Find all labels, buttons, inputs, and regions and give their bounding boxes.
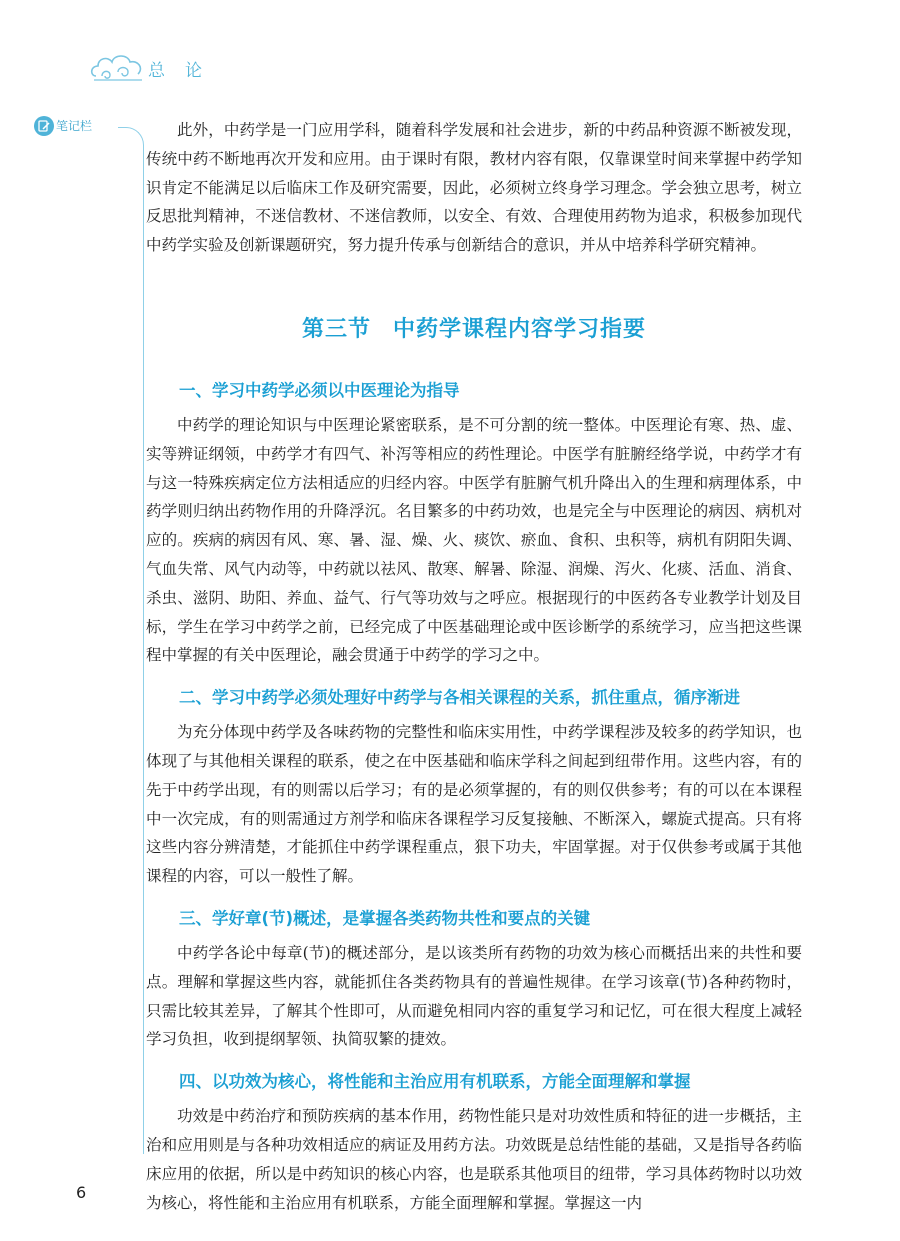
subsection-heading-3: 三、学好章(节)概述，是掌握各类药物共性和要点的关键 bbox=[179, 908, 591, 928]
subsection-paragraph-4: 功效是中药治疗和预防疾病的基本作用，药物性能只是对功效性质和特征的进一步概括，主治和应用则是与各种功效相适应的病证及用药方法。功效既是总结性能的基础，又是指导各药临床应用的依据，所以是中药知识的核心内容，也是联系其他项目的纽带，学习具体药物时以功效为核心，将性能和主治应用有机联系，方能全面理解和掌握。掌握这一内 bbox=[146, 1107, 802, 1212]
subsection-paragraph-2: 为充分体现中药学及各味药物的完整性和临床实用性，中药学课程涉及较多的药学知识，也体现了与其他相关课程的联系，使之在中医基础和临床学科之间起到纽带作用。这些内容，有的先于中药学出现，有的则需以后学习；有的是必须掌握的，有的则仅供参考；有的可以在本课程中一次完成，有的则需通过方剂学和临床各课程学习反复接触、不断深入，螺旋式提高。只有将这些内容分辨清楚，才能抓住中药学课程重点，狠下功夫，牢固掌握。对于仅供参考或属于其他课程的内容，可以一般性了解。 bbox=[146, 723, 802, 886]
section-title: 中药学课程内容学习指要 bbox=[393, 316, 647, 342]
subsection-heading-4: 四、以功效为核心，将性能和主治应用有机联系，方能全面理解和掌握 bbox=[179, 1072, 691, 1092]
subsection-heading-1: 一、学习中药学必须以中医理论为指导 bbox=[179, 380, 460, 400]
section-heading bbox=[146, 312, 802, 343]
cloud-ornament-icon bbox=[90, 48, 146, 86]
subsection-paragraph-1: 中药学的理论知识与中医理论紧密联系，是不可分割的统一整体。中医理论有寒、热、虚、实等辨证纲领，中药学才有四气、补泻等相应的药性理论。中医学有脏腑经络学说，中药学才有与这一特殊疾病定位方法相适应的归经内容。中医学有脏腑气机升降出入的生理和病理体系，中药学则归纳出药物作用的升降浮沉。名目繁多的中药功效，也是完全与中医理论的病因、病机对应的。疾病的病因有风、寒、暑、湿、燥、火、痰饮、瘀血、食积、虫积等，病机有阴阳失调、气血失常、风气内动等，中药就以祛风、散寒、解暑、除湿、润燥、泻火、化痰、活血、消食、杀虫、滋阴、助阳、养血、益气、行气等功效与之呼应。根据现行的中医药各专业教学计划及目标，学生在学习中药学之前，已经完成了中医基础理论或中医诊断学的系统学习，应当把这些课程中掌握的有关中医理论，融会贯通于中药学的学习之中。 bbox=[146, 415, 802, 665]
notes-margin-rule bbox=[118, 127, 144, 1154]
intro-paragraph: 此外，中药学是一门应用学科，随着科学发展和社会进步，新的中药品种资源不断被发现，传统中药不断地再次开发和应用。由于课时有限，教材内容有限，仅靠课堂时间来掌握中药学知识肯定不能满足以后临床工作及研究需要，因此，必须树立终身学习理念。学会独立思考，树立反思批判精神，不迷信教材、不迷信教师，以安全、有效、合理使用药物为追求，积极参加现代中药学实验及创新课题研究，努力提升传承与创新结合的意识，并从中培养科学研究精神。 bbox=[146, 121, 802, 255]
running-title: 总论 bbox=[148, 61, 222, 81]
subsection-paragraph-3: 中药学各论中每章(节)的概述部分，是以该类所有药物的功效为核心而概括出来的共性和要点。理解和掌握这些内容，就能抓住各类药物具有的普遍性规律。在学习该章(节)各种药物时，只需比较其差异，了解其个性即可，从而避免相同内容的重复学习和记忆，可在很大程度上减轻学习负担，收到提纲挈领、执简驭繁的捷效。 bbox=[146, 943, 802, 1049]
page-number: 6 bbox=[76, 1183, 87, 1202]
pencil-note-icon bbox=[34, 116, 54, 136]
main-text-column bbox=[146, 116, 802, 1217]
notes-label: 笔记栏 bbox=[56, 119, 93, 133]
subsection-heading-2: 二、学习中药学必须处理好中药学与各相关课程的关系，抓住重点，循序渐进 bbox=[179, 688, 740, 708]
section-number: 第三节 bbox=[301, 316, 371, 342]
